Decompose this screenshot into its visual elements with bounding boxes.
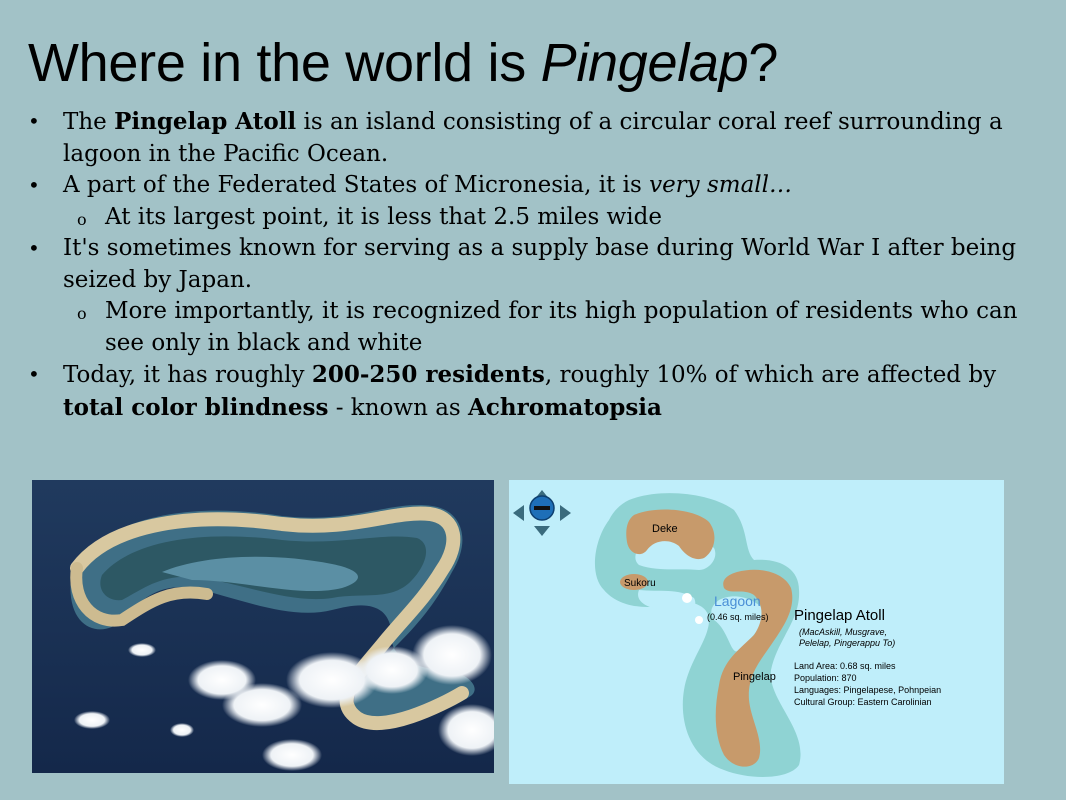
bullet-text: Achromatopsia [468, 393, 662, 421]
label-pingelap: Pingelap [733, 671, 776, 683]
aerial-photo [32, 480, 494, 773]
label-lagoon-area: (0.46 sq. miles) [707, 612, 769, 622]
atoll-map [509, 480, 1004, 784]
minus-icon [534, 506, 550, 510]
bullet-text: is an island consisting of a circular coral reef surrounding a lagoon in the Pacific Ocean. [63, 109, 1003, 167]
bullet-text: , roughly 10% of which are affected by [544, 362, 997, 388]
bullet-text: More importantly, it is recognized for its high population of residents who can see only in black and white [105, 298, 1018, 356]
label-sukoru: Sukoru [624, 578, 656, 589]
info-fact-3: Languages: Pingelapese, Pohnpeian [794, 685, 942, 695]
bullet-item [28, 106, 1048, 170]
label-lagoon: Lagoon [714, 593, 761, 609]
bullet-text: - known as [328, 394, 469, 421]
sub-bullet-item [28, 296, 1048, 359]
bullet-text: Today, it has roughly [63, 362, 312, 388]
label-deke: Deke [652, 523, 678, 535]
bullet-text: It's sometimes known for serving as a supply base during World War I after being seized by Japan. [63, 235, 1017, 293]
bullet-text: Pingelap Atoll [114, 108, 297, 135]
bullet-item [28, 359, 1048, 424]
info-fact-1: Land Area: 0.68 sq. miles [794, 661, 896, 671]
info-heading: Pingelap Atoll [794, 607, 885, 624]
sub-bullet-item [28, 202, 1048, 234]
info-fact-4: Cultural Group: Eastern Carolinian [794, 697, 932, 707]
bullet-text: total color blindness [63, 393, 329, 421]
bullet-item [28, 233, 1048, 296]
bullet-text: very small… [649, 172, 793, 198]
bullet-text: At its largest point, it is less that 2.5 miles wide [105, 203, 662, 230]
bullet-text: The [63, 109, 115, 135]
info-aliases-1: (MacAskill, Musgrave, [799, 627, 888, 637]
info-aliases-2: Pelelap, Pingerappu To) [799, 638, 896, 648]
bullet-text: A part of the Federated States of Micronesia, it is [63, 172, 650, 198]
bullet-item [28, 170, 1048, 202]
bullet-list [28, 106, 1048, 424]
info-fact-2: Population: 870 [794, 673, 857, 683]
bullet-text: 200-250 residents [311, 361, 545, 388]
slide-title: Where in the world is Pingelap? [28, 33, 779, 93]
